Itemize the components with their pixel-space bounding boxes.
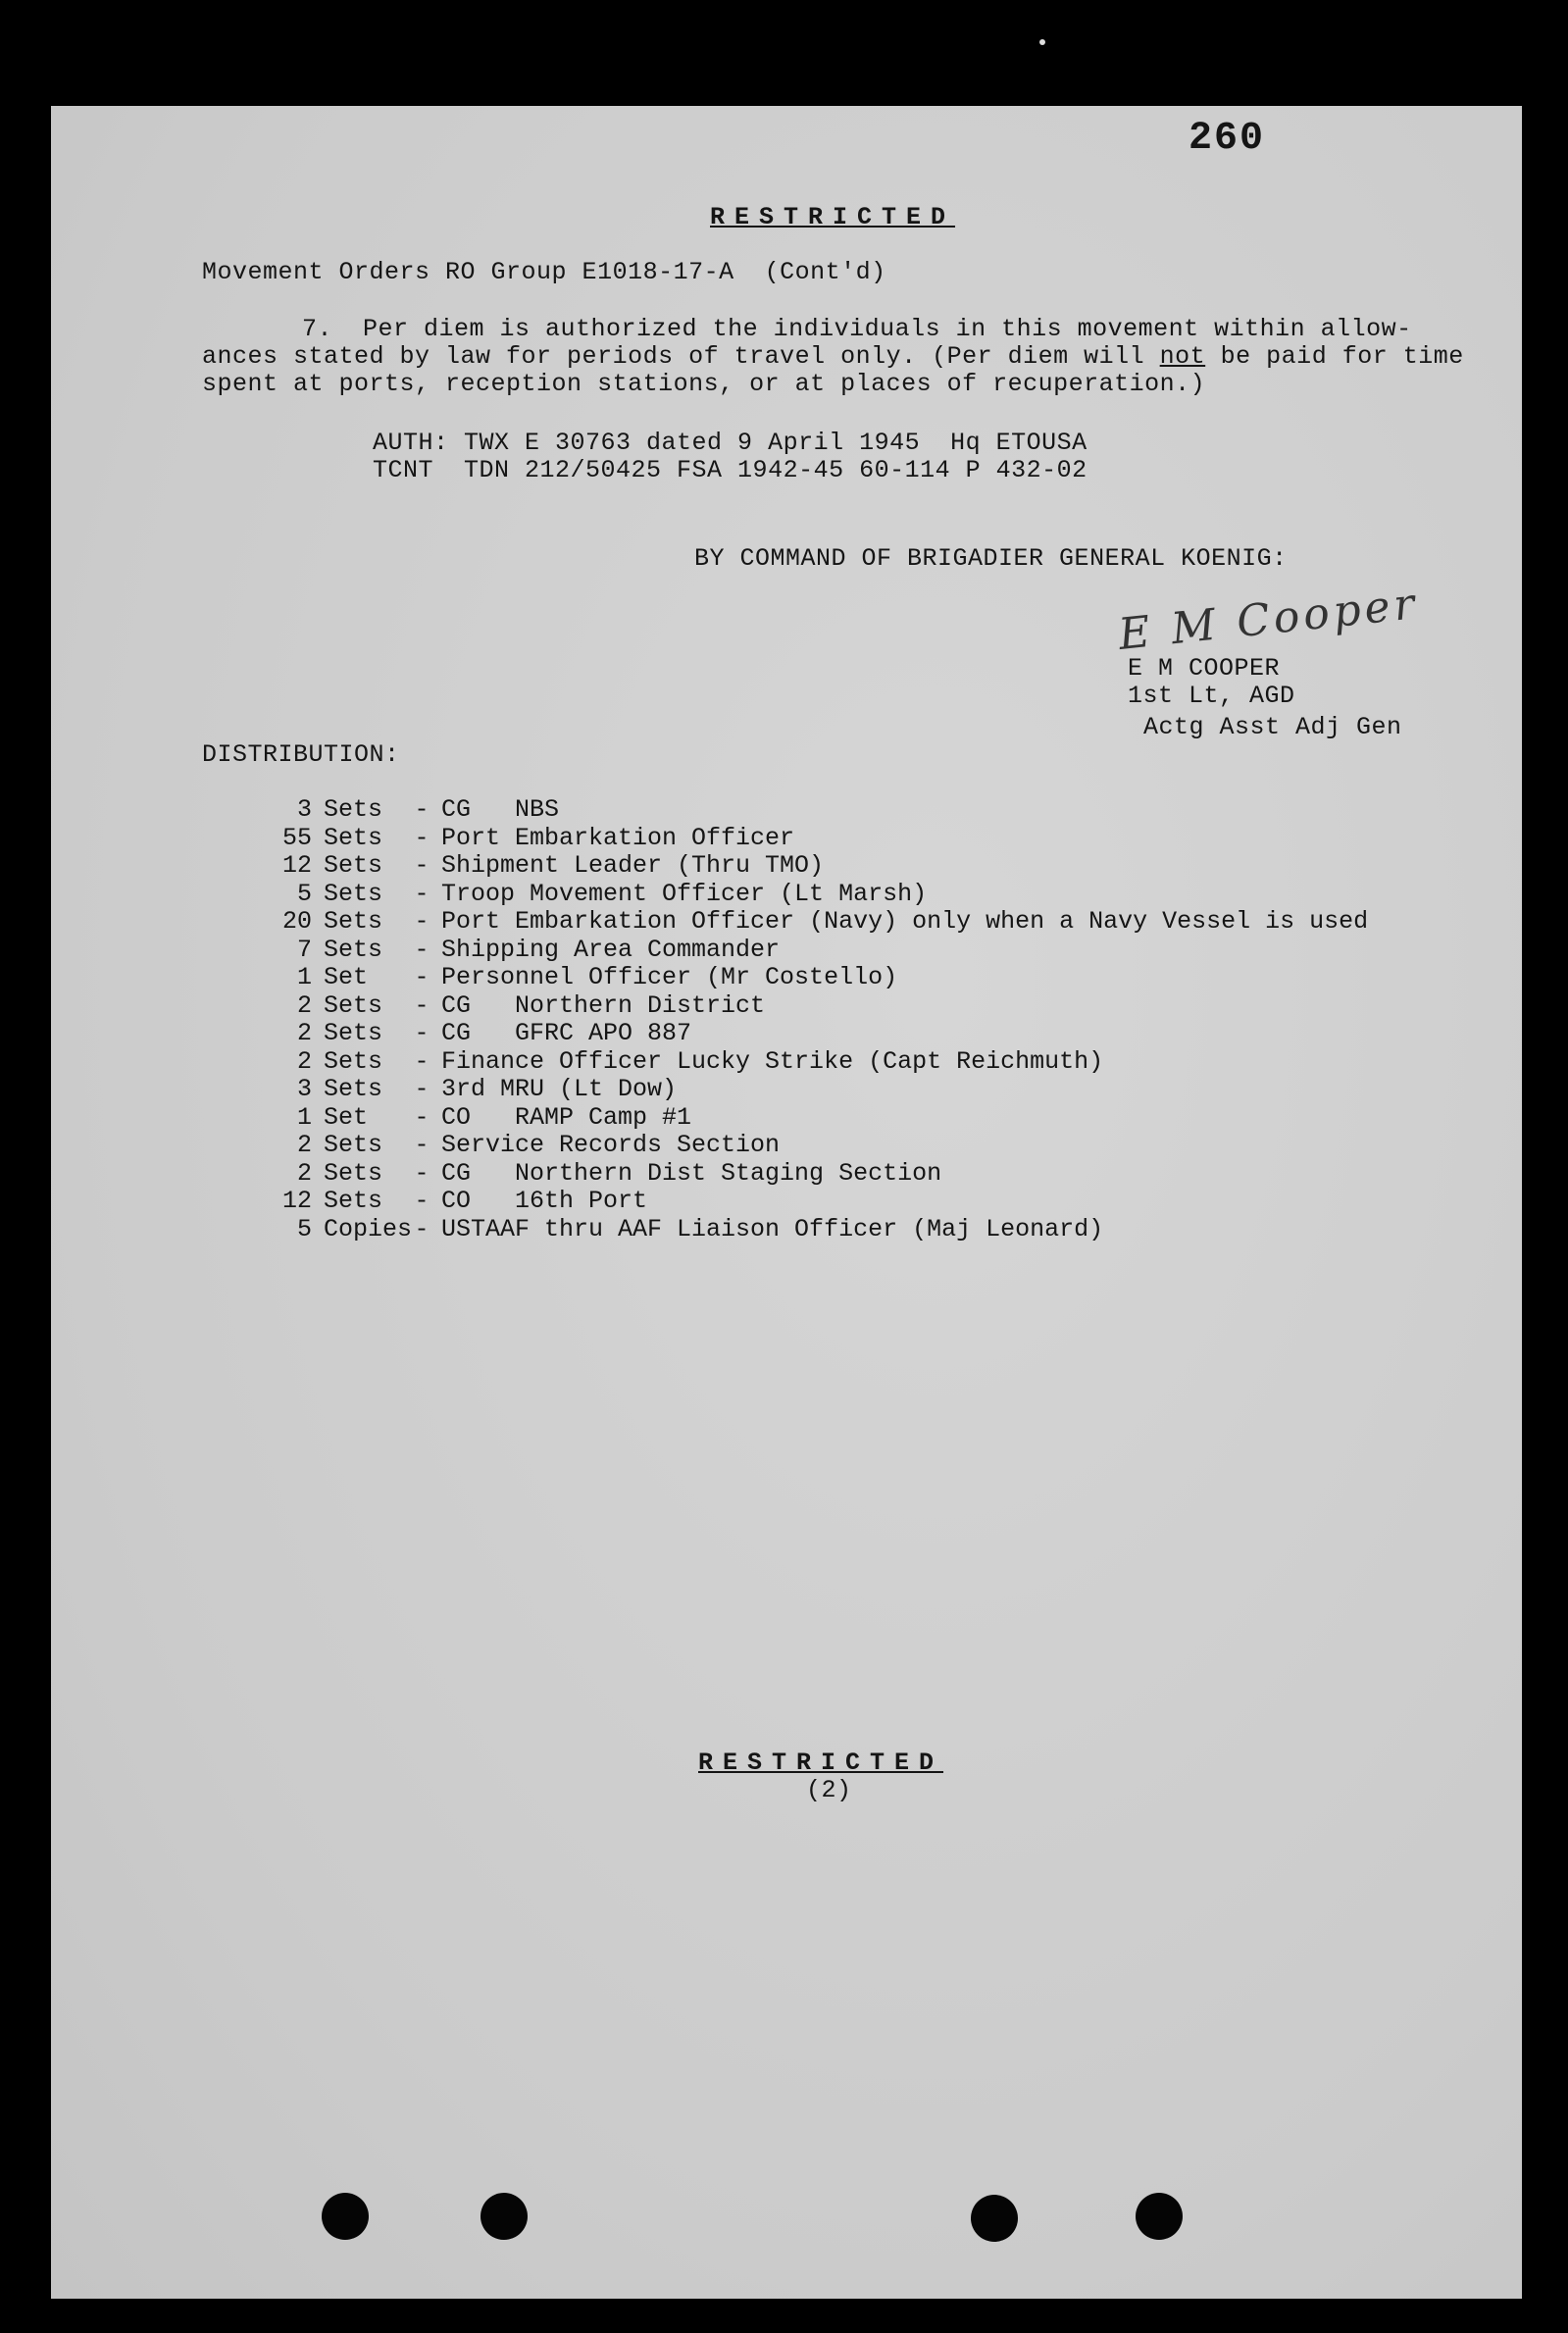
emphasis-not: not (1159, 342, 1206, 371)
list-item (214, 1048, 1368, 1077)
recipient: Service Records Section (441, 1131, 781, 1159)
scan-speck (1039, 39, 1045, 45)
handwritten-signature: E M Cooper (1116, 579, 1421, 660)
dash: - (414, 1075, 430, 1103)
qty: 12 (281, 1187, 312, 1215)
unit: Sets (324, 1019, 383, 1047)
qty: 2 (296, 1131, 312, 1159)
dash: - (414, 851, 430, 880)
signer-rank: 1st Lt, AGD (1128, 682, 1295, 710)
page-number: 260 (1189, 117, 1266, 161)
qty: 2 (296, 990, 312, 1020)
list-item (214, 964, 1368, 992)
dash: - (414, 963, 430, 991)
recipient: CG Northern Dist Staging Section (441, 1158, 942, 1188)
list-item (214, 881, 1368, 909)
unit: Sets (324, 935, 383, 964)
punch-hole (322, 2193, 369, 2240)
recipient: USTAAF thru AAF Liaison Officer (Maj Leonard) (441, 1214, 1104, 1243)
unit: Sets (324, 879, 383, 908)
list-item (214, 852, 1368, 881)
list-item (214, 1188, 1368, 1216)
dash: - (414, 1158, 430, 1188)
paragraph-text: ances stated by law for periods of travel only. (Per diem will (202, 342, 1160, 371)
qty: 2 (296, 1046, 312, 1076)
classification-bottom: RESTRICTED (698, 1749, 944, 1777)
recipient: CO 16th Port (441, 1187, 648, 1215)
paragraph-line: spent at ports, reception stations, or at places of recuperation.) (202, 370, 1206, 398)
distribution-heading: DISTRIBUTION: (202, 740, 400, 769)
recipient: Port Embarkation Officer (Navy) only when a Navy Vessel is used (441, 907, 1369, 936)
recipient: Troop Movement Officer (Lt Marsh) (441, 879, 928, 908)
document-page (51, 106, 1522, 2299)
signer-title: Actg Asst Adj Gen (1143, 713, 1402, 741)
recipient: CG GFRC APO 887 (441, 1019, 692, 1047)
recipient: Personnel Officer (Mr Costello) (441, 963, 898, 991)
dash: - (414, 1019, 430, 1047)
recipient: Port Embarkation Officer (441, 823, 795, 852)
recipient: CG NBS (441, 795, 560, 824)
list-item (214, 1160, 1368, 1189)
unit: Sets (324, 823, 383, 852)
unit: Set (324, 963, 369, 991)
list-item (214, 1132, 1368, 1160)
list-item (214, 992, 1368, 1021)
dash: - (414, 1131, 430, 1159)
recipient: CO RAMP Camp #1 (441, 1102, 692, 1132)
list-item (214, 1216, 1368, 1244)
tcnt-line: TCNT TDN 212/50425 FSA 1942-45 60-114 P 432-02 (373, 456, 1087, 484)
recipient: Finance Officer Lucky Strike (Capt Reichmuth) (441, 1046, 1104, 1076)
unit: Sets (324, 851, 383, 880)
distribution-list (214, 796, 1368, 1243)
list-item (214, 937, 1368, 965)
list-item (214, 1076, 1368, 1104)
paragraph-line (202, 343, 1464, 371)
signer-name: E M COOPER (1128, 654, 1281, 683)
dash: - (414, 795, 430, 824)
qty: 20 (281, 907, 312, 936)
unit: Set (324, 1102, 369, 1132)
dash: - (414, 1214, 430, 1243)
list-item (214, 796, 1368, 825)
page-marker: (2) (806, 1776, 852, 1804)
recipient: Shipment Leader (Thru TMO) (441, 851, 825, 880)
unit: Sets (324, 1187, 383, 1215)
dash: - (414, 823, 430, 852)
qty: 1 (296, 1102, 312, 1132)
unit: Sets (324, 795, 383, 824)
punch-hole (971, 2195, 1018, 2242)
command-line: BY COMMAND OF BRIGADIER GENERAL KOENIG: (694, 544, 1288, 573)
qty: 7 (296, 935, 312, 964)
dash: - (414, 1187, 430, 1215)
unit: Sets (324, 990, 383, 1020)
punch-hole (1136, 2193, 1183, 2240)
list-item (214, 1104, 1368, 1133)
qty: 12 (281, 851, 312, 880)
list-item (214, 908, 1368, 937)
auth-line: AUTH: TWX E 30763 dated 9 April 1945 Hq ETOUSA (373, 429, 1087, 457)
qty: 55 (281, 823, 312, 852)
paragraph-line: 7. Per diem is authorized the individuals in this movement within allow- (302, 315, 1412, 343)
dash: - (414, 990, 430, 1020)
unit: Sets (324, 1046, 383, 1076)
recipient: 3rd MRU (Lt Dow) (441, 1075, 678, 1103)
recipient: CG Northern District (441, 990, 766, 1020)
classification-top: RESTRICTED (710, 203, 956, 231)
punch-hole (481, 2193, 528, 2240)
list-item (214, 825, 1368, 853)
unit: Sets (324, 1075, 383, 1103)
dash: - (414, 1046, 430, 1076)
dash: - (414, 907, 430, 936)
paragraph-text: be paid for time (1205, 342, 1464, 371)
list-item (214, 1020, 1368, 1048)
dash: - (414, 1102, 430, 1132)
qty: 2 (296, 1019, 312, 1047)
recipient: Shipping Area Commander (441, 935, 781, 964)
dash: - (414, 935, 430, 964)
unit: Sets (324, 1131, 383, 1159)
unit: Sets (324, 907, 383, 936)
unit: Sets (324, 1158, 383, 1188)
qty: 5 (296, 1214, 312, 1243)
qty: 3 (296, 1075, 312, 1103)
subject-line: Movement Orders RO Group E1018-17-A (Cont'd) (202, 258, 886, 286)
qty: 2 (296, 1158, 312, 1188)
qty: 5 (296, 879, 312, 908)
unit: Copies (324, 1214, 413, 1243)
qty: 1 (296, 963, 312, 991)
dash: - (414, 879, 430, 908)
qty: 3 (296, 795, 312, 824)
